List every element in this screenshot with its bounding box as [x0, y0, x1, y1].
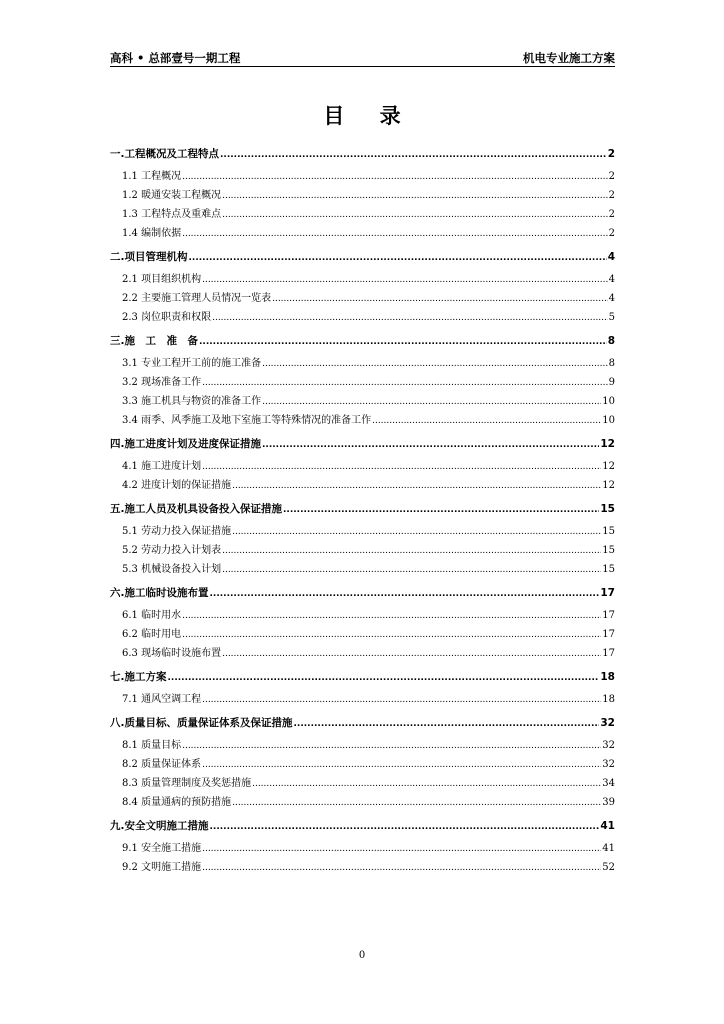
toc-entry-page: 4	[608, 274, 615, 285]
toc-entry-title: 9.2 文明施工措施	[122, 862, 202, 873]
toc-entry-title: 8.1 质量目标	[122, 740, 182, 751]
toc-section-entry[interactable]	[110, 224, 615, 243]
toc-entry-page: 15	[602, 545, 615, 556]
page-number: 0	[358, 950, 366, 961]
toc-entry-title: 6.2 临时用电	[122, 629, 182, 640]
toc-section-entry[interactable]	[110, 606, 615, 625]
toc-entry-title: 七.施工方案	[110, 671, 167, 683]
dot-leader	[202, 275, 608, 285]
dot-leader	[202, 695, 601, 705]
toc-section-entry[interactable]	[110, 411, 615, 430]
toc-entry-title: 2.1 项目组织机构	[122, 274, 202, 285]
toc-entry-page: 9	[608, 377, 615, 388]
toc-section-entry[interactable]	[110, 736, 615, 755]
dot-leader	[252, 779, 601, 789]
toc-chapter-entry[interactable]	[110, 715, 615, 736]
toc-entry-page: 8	[608, 358, 615, 369]
toc-entry-title: 6.3 现场临时设施布置	[122, 648, 222, 659]
toc-chapter-entry[interactable]	[110, 585, 615, 606]
toc-chapter-entry[interactable]	[110, 249, 615, 270]
toc-entry-page: 8	[607, 335, 615, 347]
toc-chapter-entry[interactable]	[110, 501, 615, 522]
dot-leader	[262, 397, 601, 407]
toc-entry-title: 八.质量目标、质量保证体系及保证措施	[110, 717, 293, 729]
toc-entry-title: 九.安全文明施工措施	[110, 820, 209, 832]
dot-leader	[232, 798, 601, 808]
toc-entry-page: 12	[600, 438, 615, 450]
toc-entry-title: 1.4 编制依据	[122, 228, 182, 239]
title-char-2: 录	[379, 104, 401, 128]
dot-leader	[222, 546, 601, 556]
toc-chapter-entry[interactable]	[110, 146, 615, 167]
toc-section-entry[interactable]	[110, 560, 615, 579]
dot-leader	[222, 210, 608, 220]
dot-leader	[262, 359, 608, 369]
header-document-name: 机电专业施工方案	[523, 51, 615, 65]
dot-leader	[222, 191, 608, 201]
dot-leader	[182, 229, 608, 239]
toc-section-entry[interactable]	[110, 205, 615, 224]
dot-leader	[202, 844, 601, 854]
dot-leader	[202, 378, 608, 388]
toc-entry-page: 41	[602, 843, 615, 854]
title-char-1: 目	[323, 104, 345, 128]
toc-entry-page: 10	[602, 415, 615, 426]
toc-section-entry[interactable]	[110, 308, 615, 327]
toc-section-entry[interactable]	[110, 186, 615, 205]
toc-entry-page: 39	[602, 797, 615, 808]
toc-section-entry[interactable]	[110, 541, 615, 560]
toc-entry-page: 2	[607, 148, 615, 160]
dot-leader	[220, 150, 607, 160]
dot-leader	[168, 673, 600, 683]
toc-section-entry[interactable]	[110, 392, 615, 411]
dot-leader	[189, 253, 607, 263]
toc-entry-page: 5	[608, 312, 615, 323]
toc-section-entry[interactable]	[110, 625, 615, 644]
toc-entry-page: 41	[600, 820, 615, 832]
toc-entry-title: 8.3 质量管理制度及奖惩措施	[122, 778, 252, 789]
toc-entry-page: 32	[600, 717, 615, 729]
toc-entry-page: 17	[602, 648, 615, 659]
toc-chapter-entry[interactable]	[110, 436, 615, 457]
toc-entry-page: 2	[608, 190, 615, 201]
toc-entry-title: 3.4 雨季、风季施工及地下室施工等特殊情况的准备工作	[122, 415, 372, 426]
toc-entry-title: 三.施 工 准 备	[110, 335, 198, 347]
toc-section-entry[interactable]	[110, 354, 615, 373]
toc-section-entry[interactable]	[110, 167, 615, 186]
dot-leader	[283, 505, 599, 515]
toc-section-entry[interactable]	[110, 373, 615, 392]
toc-entry-title: 5.2 劳动力投入计划表	[122, 545, 222, 556]
toc-entry-page: 4	[607, 251, 615, 263]
dot-leader	[202, 863, 601, 873]
toc-entry-page: 10	[602, 396, 615, 407]
dot-leader	[262, 440, 599, 450]
toc-entry-page: 17	[600, 587, 615, 599]
toc-entry-page: 15	[602, 564, 615, 575]
toc-entry-title: 2.3 岗位职责和权限	[122, 312, 212, 323]
toc-section-entry[interactable]	[110, 839, 615, 858]
toc-entry-title: 7.1 通风空调工程	[122, 694, 202, 705]
toc-section-entry[interactable]	[110, 755, 615, 774]
dot-leader	[232, 527, 601, 537]
dot-leader	[222, 649, 601, 659]
toc-entry-title: 二.项目管理机构	[110, 251, 188, 263]
toc-chapter-entry[interactable]	[110, 818, 615, 839]
toc-entry-title: 五.施工人员及机具设备投入保证措施	[110, 503, 282, 515]
dot-leader	[272, 294, 608, 304]
dot-leader	[182, 741, 601, 751]
toc-entry-title: 8.4 质量通病的预防措施	[122, 797, 232, 808]
toc-entry-title: 5.1 劳动力投入保证措施	[122, 526, 232, 537]
toc-entry-page: 2	[608, 228, 615, 239]
toc-entry-title: 8.2 质量保证体系	[122, 759, 202, 770]
table-of-contents	[110, 140, 615, 877]
toc-entry-page: 34	[602, 778, 615, 789]
toc-section-entry[interactable]	[110, 774, 615, 793]
toc-entry-page: 12	[602, 461, 615, 472]
toc-entry-title: 1.1 工程概况	[122, 171, 182, 182]
toc-section-entry[interactable]	[110, 858, 615, 877]
page-header	[110, 50, 615, 67]
toc-entry-title: 四.施工进度计划及进度保证措施	[110, 438, 261, 450]
dot-leader	[182, 630, 601, 640]
toc-entry-page: 52	[602, 862, 615, 873]
toc-chapter-entry[interactable]	[110, 669, 615, 690]
toc-section-entry[interactable]	[110, 289, 615, 308]
toc-entry-title: 4.2 进度计划的保证措施	[122, 480, 232, 491]
dot-leader	[232, 481, 601, 491]
toc-entry-page: 17	[602, 629, 615, 640]
toc-entry-page: 18	[602, 694, 615, 705]
toc-entry-title: 2.2 主要施工管理人员情况一览表	[122, 293, 272, 304]
toc-section-entry[interactable]	[110, 690, 615, 709]
toc-entry-title: 6.1 临时用水	[122, 610, 182, 621]
toc-section-entry[interactable]	[110, 270, 615, 289]
page-title	[0, 100, 724, 130]
dot-leader	[202, 462, 601, 472]
toc-entry-title: 1.3 工程特点及重难点	[122, 209, 222, 220]
toc-entry-title: 5.3 机械设备投入计划	[122, 564, 222, 575]
toc-entry-title: 3.1 专业工程开工前的施工准备	[122, 358, 262, 369]
toc-entry-title: 3.2 现场准备工作	[122, 377, 202, 388]
toc-entry-title: 9.1 安全施工措施	[122, 843, 202, 854]
toc-section-entry[interactable]	[110, 476, 615, 495]
toc-entry-page: 32	[602, 759, 615, 770]
toc-entry-page: 15	[602, 526, 615, 537]
toc-entry-page: 18	[600, 671, 615, 683]
toc-section-entry[interactable]	[110, 644, 615, 663]
toc-entry-title: 1.2 暖通安装工程概况	[122, 190, 222, 201]
toc-entry-page: 17	[602, 610, 615, 621]
toc-entry-title: 一.工程概况及工程特点	[110, 148, 219, 160]
toc-chapter-entry[interactable]	[110, 333, 615, 354]
toc-section-entry[interactable]	[110, 522, 615, 541]
dot-leader	[210, 589, 600, 599]
toc-entry-page: 4	[608, 293, 615, 304]
dot-leader	[182, 172, 608, 182]
toc-entry-page: 2	[608, 209, 615, 220]
toc-entry-page: 32	[602, 740, 615, 751]
dot-leader	[222, 565, 601, 575]
header-project-name: 高科 • 总部壹号一期工程	[110, 51, 241, 65]
dot-leader	[199, 337, 607, 347]
toc-section-entry[interactable]	[110, 793, 615, 812]
toc-section-entry[interactable]	[110, 457, 615, 476]
toc-entry-page: 15	[600, 503, 615, 515]
toc-entry-title: 六.施工临时设施布置	[110, 587, 209, 599]
dot-leader	[372, 416, 601, 426]
toc-entry-title: 4.1 施工进度计划	[122, 461, 202, 472]
toc-entry-title: 3.3 施工机具与物资的准备工作	[122, 396, 262, 407]
toc-entry-page: 2	[608, 171, 615, 182]
dot-leader	[294, 719, 600, 729]
dot-leader	[212, 313, 608, 323]
toc-entry-page: 12	[602, 480, 615, 491]
dot-leader	[182, 611, 601, 621]
dot-leader	[210, 822, 600, 832]
dot-leader	[202, 760, 601, 770]
